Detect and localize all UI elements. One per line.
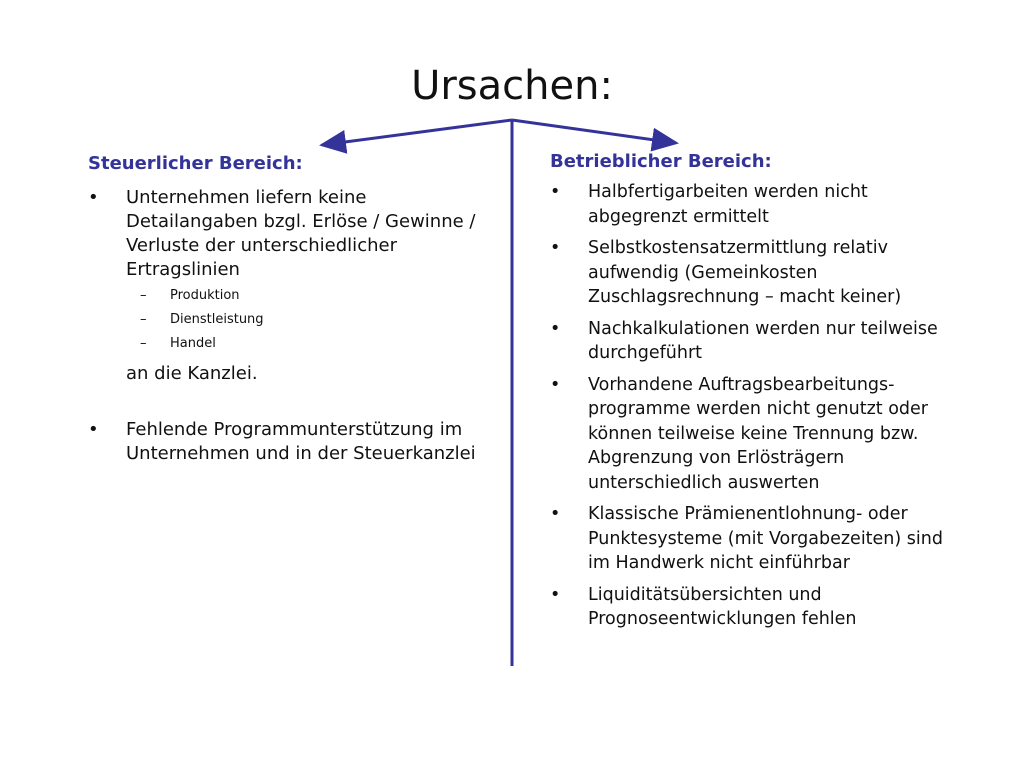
bullet-icon: •: [550, 182, 561, 202]
left-arrow: [322, 120, 512, 145]
right-arrow: [512, 120, 676, 143]
dash-icon: –: [140, 312, 147, 327]
right-bullet-text: Liquiditätsübersichten und Prognoseentwicklungen fehlen: [588, 584, 857, 629]
dash-icon: –: [140, 336, 147, 351]
left-bullet-item: [88, 418, 488, 466]
sub-item-text: Dienstleistung: [170, 312, 264, 327]
right-bullet-text: Halbfertigarbeiten werden nicht abgegrenzt ermittelt: [588, 182, 868, 227]
left-bullet-text: Unternehmen liefern keine Detailangaben bzgl. Erlöse / Gewinne / Verluste der unterschiedlicher Ertragslinien: [126, 187, 476, 280]
right-heading: Betrieblicher Bereich:: [550, 151, 772, 172]
trailing-text: an die Kanzlei.: [126, 363, 258, 384]
bullet-icon: •: [88, 419, 99, 440]
bullet-icon: •: [550, 318, 561, 339]
right-bullet-item: [550, 236, 970, 310]
left-bullet-item: [88, 186, 488, 410]
left-bullet-list: [88, 186, 488, 466]
right-bullet-item: [550, 317, 970, 366]
right-bullet-text: Selbstkostensatzermittlung relativ aufwendig (Gemeinkosten Zuschlagsrechnung – macht keiner): [588, 238, 902, 307]
sub-item-produktion: [126, 284, 488, 308]
left-heading: Steuerlicher Bereich:: [88, 153, 303, 174]
dash-icon: –: [140, 288, 147, 303]
sub-list: [126, 284, 488, 356]
sub-item-dienstleistung: [126, 308, 488, 332]
slide-title: Ursachen:: [411, 63, 613, 109]
right-bullet-text: Klassische Prämienentlohnung- oder Punktesysteme (mit Vorgabezeiten) sind im Handwerk nicht einführbar: [588, 504, 943, 573]
left-bullet-text: Fehlende Programmunterstützung im Unternehmen und in der Steuerkanzlei: [126, 419, 476, 464]
bullet-icon: •: [550, 504, 561, 524]
sub-item-handel: [126, 332, 488, 356]
right-bullet-item: [550, 373, 970, 496]
sub-item-text: Produktion: [170, 288, 240, 303]
right-bullet-item: [550, 502, 970, 576]
right-bullet-item: [550, 180, 970, 229]
bullet-icon: •: [550, 374, 561, 395]
bullet-icon: •: [88, 187, 99, 208]
right-column: [550, 150, 970, 639]
sub-item-text: Handel: [170, 336, 216, 351]
right-bullet-text: Vorhandene Auftragsbearbeitungs-programme werden nicht genutzt oder können teilweise keine Trennung bzw. Abgrenzung von Erlösträgern unterschiedlich auswerten: [588, 374, 928, 493]
left-column: [88, 152, 488, 474]
right-bullet-item: [550, 583, 970, 632]
bullet-icon: •: [550, 238, 561, 258]
right-bullet-text: Nachkalkulationen werden nur teilweise durchgeführt: [588, 318, 938, 363]
right-bullet-list: [550, 180, 970, 632]
bullet-icon: •: [550, 584, 561, 605]
